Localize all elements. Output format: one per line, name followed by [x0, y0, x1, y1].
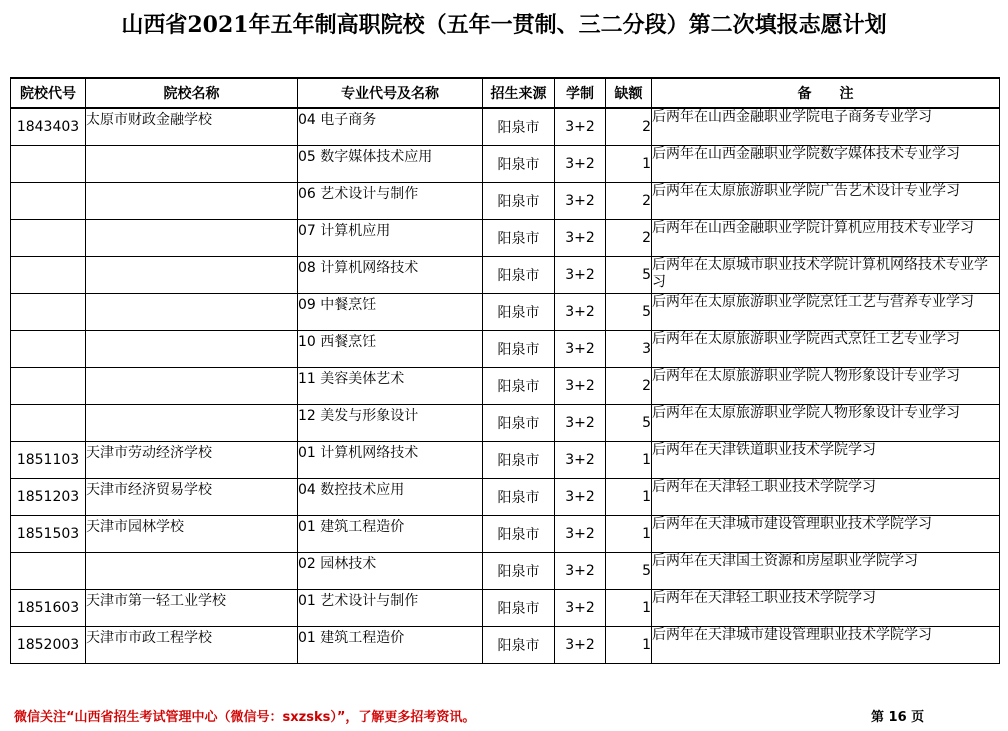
cell-school: 天津市园林学校 [86, 516, 298, 553]
cell-xuezhi: 3+2 [555, 442, 606, 479]
table-row [11, 257, 1000, 294]
cell-xuezhi: 3+2 [555, 627, 606, 664]
page-title: 山西省2021年五年制高职院校（五年一贯制、三二分段）第二次填报志愿计划 [121, 12, 887, 38]
header-note: 备 注 [652, 78, 1000, 108]
cell-source: 阳泉市 [483, 516, 555, 553]
cell-major: 06 艺术设计与制作 [298, 183, 483, 220]
cell-major: 01 艺术设计与制作 [298, 590, 483, 627]
cell-school [86, 146, 298, 183]
cell-quee: 2 [606, 183, 652, 220]
cell-source: 阳泉市 [483, 257, 555, 294]
cell-school [86, 183, 298, 220]
cell-source: 阳泉市 [483, 331, 555, 368]
cell-source: 阳泉市 [483, 405, 555, 442]
cell-note: 后两年在天津城市建设管理职业技术学院学习 [652, 627, 1000, 664]
cell-quee: 5 [606, 553, 652, 590]
table-row [11, 331, 1000, 368]
cell-code [11, 257, 86, 294]
cell-xuezhi: 3+2 [555, 590, 606, 627]
cell-source: 阳泉市 [483, 442, 555, 479]
table-row [11, 146, 1000, 183]
cell-major: 01 建筑工程造价 [298, 516, 483, 553]
cell-major: 04 电子商务 [298, 108, 483, 146]
cell-code [11, 220, 86, 257]
cell-note: 后两年在山西金融职业学院电子商务专业学习 [652, 108, 1000, 146]
cell-major: 11 美容美体艺术 [298, 368, 483, 405]
cell-note: 后两年在山西金融职业学院数字媒体技术专业学习 [652, 146, 1000, 183]
cell-code: 1851503 [11, 516, 86, 553]
cell-code [11, 405, 86, 442]
cell-xuezhi: 3+2 [555, 220, 606, 257]
cell-quee: 1 [606, 516, 652, 553]
cell-source: 阳泉市 [483, 108, 555, 146]
plan-table [10, 77, 1000, 664]
cell-quee: 1 [606, 479, 652, 516]
cell-major: 02 园林技术 [298, 553, 483, 590]
table-row [11, 220, 1000, 257]
cell-school [86, 220, 298, 257]
cell-xuezhi: 3+2 [555, 146, 606, 183]
cell-major: 07 计算机应用 [298, 220, 483, 257]
cell-quee: 1 [606, 590, 652, 627]
cell-school: 太原市财政金融学校 [86, 108, 298, 146]
page-number: 第 16 页 [871, 710, 925, 725]
cell-code [11, 183, 86, 220]
cell-code: 1852003 [11, 627, 86, 664]
cell-note: 后两年在太原旅游职业学院烹饪工艺与营养专业学习 [652, 294, 1000, 331]
cell-code [11, 146, 86, 183]
cell-source: 阳泉市 [483, 368, 555, 405]
cell-xuezhi: 3+2 [555, 331, 606, 368]
cell-quee: 2 [606, 108, 652, 146]
cell-note: 后两年在天津国土资源和房屋职业学院学习 [652, 553, 1000, 590]
footer-notice: 微信关注“山西省招生考试管理中心（微信号：sxzsks）”，了解更多招考资讯。 [14, 710, 476, 725]
table-row [11, 368, 1000, 405]
cell-major: 01 计算机网络技术 [298, 442, 483, 479]
cell-source: 阳泉市 [483, 220, 555, 257]
cell-note: 后两年在天津铁道职业技术学院学习 [652, 442, 1000, 479]
table-row [11, 183, 1000, 220]
cell-quee: 5 [606, 405, 652, 442]
table-row [11, 516, 1000, 553]
table-row [11, 405, 1000, 442]
cell-xuezhi: 3+2 [555, 108, 606, 146]
table-row [11, 294, 1000, 331]
cell-note: 后两年在太原旅游职业学院人物形象设计专业学习 [652, 405, 1000, 442]
cell-quee: 1 [606, 627, 652, 664]
cell-source: 阳泉市 [483, 146, 555, 183]
header-xuezhi: 学制 [555, 78, 606, 108]
cell-note: 后两年在天津轻工职业技术学院学习 [652, 590, 1000, 627]
cell-source: 阳泉市 [483, 590, 555, 627]
cell-school: 天津市经济贸易学校 [86, 479, 298, 516]
table-row [11, 590, 1000, 627]
cell-quee: 2 [606, 368, 652, 405]
header-quee: 缺额 [606, 78, 652, 108]
cell-major: 12 美发与形象设计 [298, 405, 483, 442]
cell-quee: 2 [606, 220, 652, 257]
cell-note: 后两年在天津轻工职业技术学院学习 [652, 479, 1000, 516]
cell-code: 1851203 [11, 479, 86, 516]
cell-xuezhi: 3+2 [555, 257, 606, 294]
cell-school [86, 331, 298, 368]
cell-major: 10 西餐烹饪 [298, 331, 483, 368]
header-major: 专业代号及名称 [298, 78, 483, 108]
cell-code [11, 331, 86, 368]
header-school: 院校名称 [86, 78, 298, 108]
cell-xuezhi: 3+2 [555, 368, 606, 405]
cell-school [86, 553, 298, 590]
cell-code [11, 294, 86, 331]
cell-code [11, 553, 86, 590]
cell-quee: 5 [606, 257, 652, 294]
cell-quee: 1 [606, 442, 652, 479]
table-row [11, 627, 1000, 664]
cell-major: 09 中餐烹饪 [298, 294, 483, 331]
cell-note: 后两年在太原旅游职业学院广告艺术设计专业学习 [652, 183, 1000, 220]
table-row [11, 553, 1000, 590]
cell-source: 阳泉市 [483, 183, 555, 220]
cell-source: 阳泉市 [483, 479, 555, 516]
header-source: 招生来源 [483, 78, 555, 108]
cell-code: 1851603 [11, 590, 86, 627]
cell-source: 阳泉市 [483, 294, 555, 331]
cell-note: 后两年在天津城市建设管理职业技术学院学习 [652, 516, 1000, 553]
cell-xuezhi: 3+2 [555, 479, 606, 516]
cell-note: 后两年在山西金融职业学院计算机应用技术专业学习 [652, 220, 1000, 257]
cell-quee: 5 [606, 294, 652, 331]
table-row [11, 442, 1000, 479]
cell-major: 05 数字媒体技术应用 [298, 146, 483, 183]
cell-xuezhi: 3+2 [555, 405, 606, 442]
cell-note: 后两年在太原旅游职业学院人物形象设计专业学习 [652, 368, 1000, 405]
cell-xuezhi: 3+2 [555, 183, 606, 220]
cell-school: 天津市市政工程学校 [86, 627, 298, 664]
cell-school [86, 405, 298, 442]
table-header-row [11, 78, 1000, 108]
cell-source: 阳泉市 [483, 553, 555, 590]
cell-xuezhi: 3+2 [555, 294, 606, 331]
cell-quee: 3 [606, 331, 652, 368]
cell-major: 04 数控技术应用 [298, 479, 483, 516]
cell-quee: 1 [606, 146, 652, 183]
cell-major: 08 计算机网络技术 [298, 257, 483, 294]
table-row [11, 108, 1000, 146]
cell-school [86, 257, 298, 294]
cell-code [11, 368, 86, 405]
cell-code: 1851103 [11, 442, 86, 479]
cell-school [86, 294, 298, 331]
cell-code: 1843403 [11, 108, 86, 146]
cell-school: 天津市劳动经济学校 [86, 442, 298, 479]
cell-source: 阳泉市 [483, 627, 555, 664]
header-code: 院校代号 [11, 78, 86, 108]
cell-note: 后两年在太原城市职业技术学院计算机网络技术专业学习 [652, 257, 1000, 294]
table-row [11, 479, 1000, 516]
cell-note: 后两年在太原旅游职业学院西式烹饪工艺专业学习 [652, 331, 1000, 368]
cell-school [86, 368, 298, 405]
cell-school: 天津市第一轻工业学校 [86, 590, 298, 627]
cell-major: 01 建筑工程造价 [298, 627, 483, 664]
cell-xuezhi: 3+2 [555, 553, 606, 590]
cell-xuezhi: 3+2 [555, 516, 606, 553]
